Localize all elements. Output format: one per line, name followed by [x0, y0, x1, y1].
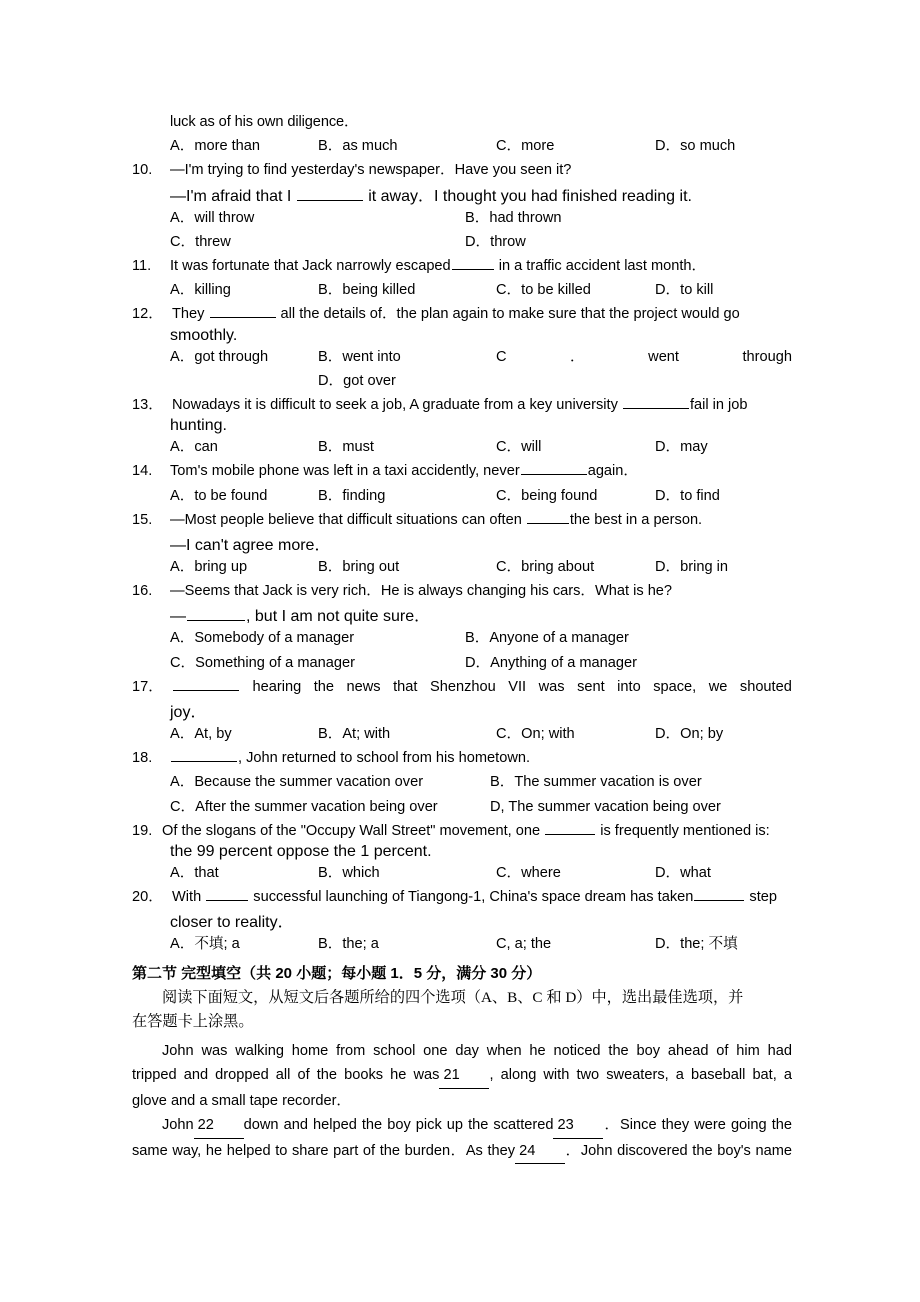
question-number: 17． — [132, 678, 163, 695]
option-d[interactable]: D, The summer vacation being over — [490, 798, 721, 815]
stem-pre: With — [172, 889, 206, 906]
options-row-q17 — [132, 722, 792, 746]
option-a[interactable]: A．that — [170, 865, 219, 882]
cloze-blank-21[interactable]: 21 — [439, 1063, 489, 1088]
option-b[interactable]: B．being killed — [318, 282, 416, 299]
option-c[interactable]: C．will — [496, 439, 542, 456]
fill-blank[interactable] — [527, 509, 569, 524]
options-row-q18-cd — [132, 795, 792, 819]
option-b[interactable]: B．finding — [318, 487, 386, 504]
option-c-letter: C — [496, 348, 507, 365]
question-20 — [132, 885, 792, 909]
stem-post: , John returned to school from his hometown. — [238, 750, 531, 767]
stem-word: that — [393, 678, 418, 695]
option-d[interactable]: D．bring in — [655, 559, 728, 576]
stem-word: the — [313, 678, 335, 695]
option-a[interactable]: A．to be found — [170, 487, 268, 504]
option-a[interactable]: A．bring up — [170, 559, 248, 576]
stem-pre: Nowadays it is difficult to seek a job, A graduate from a key university — [172, 397, 622, 414]
option-b[interactable]: B．Anyone of a manager — [465, 630, 629, 647]
option-c[interactable]: C．On; with — [496, 726, 575, 743]
options-row-q10-ab — [132, 206, 792, 230]
question-10 — [132, 158, 792, 182]
question-stem: —I'm trying to find yesterday's newspaper．Have you seen it? — [170, 162, 572, 179]
question-stem — [172, 393, 792, 417]
stem-word: news — [346, 678, 381, 695]
passage-text-post: ．Since they were going the — [603, 1117, 792, 1134]
options-row-q18-ab — [132, 770, 792, 794]
question-stem — [170, 459, 792, 483]
passage-text-post: ．John discovered the boy's name — [565, 1142, 792, 1159]
stem-post: in a traffic accident last month． — [494, 258, 707, 275]
option-d[interactable]: D．On; by — [655, 726, 724, 743]
option-c[interactable]: C．more — [496, 138, 555, 155]
question-stem — [170, 746, 792, 770]
passage-text: John was walking home from school one day when he noticed the boy ahead of him had — [162, 1042, 792, 1059]
question-number: 19. — [132, 822, 153, 839]
option-c-word1: went — [648, 348, 679, 365]
question-stem — [162, 819, 792, 843]
option-a[interactable]: A．more than — [170, 138, 261, 155]
cloze-blank-24[interactable]: 24 — [515, 1139, 565, 1164]
options-row-q10-cd — [132, 230, 792, 254]
passage-text-mid: down and helped the boy pick up the scattered — [243, 1117, 554, 1134]
question-stem — [172, 885, 792, 909]
question-19-stem-line2: the 99 percent oppose the 1 percent. — [170, 843, 432, 861]
instruction-text: 阅读下面短文，从短文后各题所给的四个选项（A、B、C 和 D）中，选出最佳选项，并 — [162, 988, 744, 1006]
option-b[interactable]: B．The summer vacation is over — [490, 774, 702, 791]
option-b[interactable]: B．as much — [318, 138, 398, 155]
fill-blank[interactable] — [173, 676, 239, 691]
option-a[interactable]: A．will throw — [170, 209, 255, 226]
stem-pre: Of the slogans of the "Occupy Wall Street" movement, one — [162, 822, 545, 839]
stem-pre: —I'm afraid that I — [170, 187, 296, 205]
option-a[interactable]: A．killing — [170, 282, 231, 299]
stem-pre: —Most people believe that difficult situations can often — [170, 511, 526, 528]
option-a[interactable]: A．Because the summer vacation over — [170, 774, 424, 791]
stem-post: the best in a person. — [569, 511, 703, 528]
question-stem — [172, 675, 792, 699]
passage-para1-line3: glove and a small tape recorder． — [132, 1092, 352, 1109]
question-number: 14. — [132, 463, 153, 480]
fill-blank[interactable] — [297, 184, 363, 200]
question-number: 18. — [132, 750, 153, 767]
question-number: 20． — [132, 889, 163, 906]
option-d[interactable]: D．Anything of a manager — [465, 654, 637, 671]
fill-blank[interactable] — [206, 886, 248, 901]
question-12-stem-line2: smoothly. — [170, 326, 238, 344]
cloze-blank-23[interactable]: 23 — [553, 1113, 603, 1138]
option-d[interactable]: D．may — [655, 439, 708, 456]
stem-post: fail in job — [689, 397, 748, 414]
question-12 — [132, 302, 792, 326]
carryover-line: luck as of his own diligence． — [170, 114, 359, 130]
passage-text-post: , along with two sweaters, a baseball bat, a — [489, 1067, 792, 1084]
passage-para2-line1 — [132, 1113, 792, 1138]
option-c[interactable]: C．After the summer vacation being over — [170, 798, 438, 815]
stem-pre: It was fortunate that Jack narrowly escaped — [170, 258, 451, 275]
passage-para1-line1 — [132, 1039, 792, 1063]
cloze-blank-22[interactable]: 22 — [194, 1113, 244, 1138]
stem-post: step — [745, 889, 777, 906]
option-b[interactable]: B．the; a — [318, 936, 379, 953]
question-15 — [132, 508, 792, 532]
option-d[interactable]: D．so much — [655, 138, 736, 155]
option-b[interactable]: B．bring out — [318, 559, 400, 576]
option-a[interactable]: A．At, by — [170, 726, 232, 743]
question-number: 12． — [132, 306, 163, 323]
stem-post: all the details of．the plan again to make sure that the project would go — [276, 306, 740, 323]
options-row-q12 — [132, 345, 792, 369]
question-18 — [132, 746, 792, 770]
stem-word: sent — [577, 678, 605, 695]
options-row-q14 — [132, 484, 792, 508]
question-15-stem-line2: —I can't agree more． — [170, 537, 331, 555]
question-13-stem-line2: hunting. — [170, 417, 227, 435]
question-20-stem-line2: closer to reality． — [170, 914, 294, 932]
stem-word: VII — [508, 678, 527, 695]
stem-post: again． — [587, 463, 639, 480]
stem-word: shouted — [739, 678, 792, 695]
option-b[interactable]: B．had thrown — [465, 209, 562, 226]
stem-word: we — [708, 678, 728, 695]
option-a[interactable]: A．can — [170, 439, 218, 456]
question-number: 15. — [132, 511, 153, 528]
option-a[interactable]: A．got through — [170, 348, 269, 365]
question-14 — [132, 459, 792, 483]
stem-word: Shenzhou — [429, 678, 496, 695]
fill-blank[interactable] — [694, 886, 744, 901]
stem-word: was — [538, 678, 565, 695]
option-b[interactable]: B．must — [318, 439, 374, 456]
fill-blank[interactable] — [187, 605, 245, 621]
option-c[interactable]: C．being found — [496, 487, 598, 504]
question-10-stem-line2 — [132, 183, 792, 206]
question-number: 11. — [132, 258, 152, 275]
question-17-stem-line2: joy． — [170, 704, 207, 722]
options-row-q19 — [132, 861, 792, 885]
option-b[interactable]: B．went into — [318, 348, 401, 365]
option-d[interactable]: D．the; 不填 — [655, 936, 738, 953]
question-13 — [132, 393, 792, 417]
stem-word: hearing — [252, 678, 302, 695]
option-c[interactable]: C, a; the — [496, 936, 552, 953]
option-c[interactable]: C．bring about — [496, 559, 595, 576]
section-instruction-line2: 在答题卡上涂黑。 — [132, 1013, 254, 1031]
option-c[interactable]: C．threw — [170, 233, 231, 250]
stem-pre: — — [170, 608, 186, 626]
question-stem — [170, 254, 792, 278]
option-d[interactable]: D．what — [655, 865, 711, 882]
section-instruction-line1 — [132, 986, 792, 1011]
option-c[interactable]: C．Something of a manager — [170, 654, 355, 671]
question-stem: —Seems that Jack is very rich．He is always changing his cars．What is he? — [170, 583, 673, 600]
section-heading: 第二节 完型填空（共 20 小题；每小题 1．5 分，满分 30 分） — [132, 964, 542, 982]
option-b[interactable]: B．At; with — [318, 726, 391, 743]
stem-post: is frequently mentioned is: — [596, 822, 770, 839]
stem-pre: Tom's mobile phone was left in a taxi accidently, never — [170, 463, 520, 480]
option-b[interactable]: B．which — [318, 865, 380, 882]
question-number: 10. — [132, 162, 153, 179]
option-d[interactable]: D．to find — [655, 487, 720, 504]
stem-word: into — [617, 678, 641, 695]
options-row-q13 — [132, 435, 792, 459]
options-row-q11 — [132, 278, 792, 302]
option-c[interactable]: C．to be killed — [496, 282, 591, 299]
option-c-word2: through — [742, 348, 792, 365]
stem-word: space, — [653, 678, 697, 695]
question-17 — [132, 675, 792, 699]
options-row-q16-cd — [132, 651, 792, 675]
passage-text-pre: same way, he helped to share part of the burden．As they — [132, 1142, 516, 1159]
fill-blank[interactable] — [210, 304, 276, 319]
option-a[interactable]: A．Somebody of a manager — [170, 630, 355, 647]
question-11 — [132, 254, 792, 278]
option-d[interactable]: D．throw — [465, 233, 526, 250]
question-stem — [172, 302, 792, 326]
option-c[interactable] — [496, 345, 792, 369]
option-c[interactable]: C．where — [496, 865, 561, 882]
option-d[interactable]: D．to kill — [655, 282, 714, 299]
question-number: 13． — [132, 397, 163, 414]
question-19 — [132, 819, 792, 843]
passage-para1-line2 — [132, 1063, 792, 1088]
fill-blank[interactable] — [521, 461, 587, 476]
document-content — [132, 110, 792, 1164]
options-row-q15 — [132, 555, 792, 579]
fill-blank[interactable] — [171, 747, 237, 762]
stem-pre: They — [172, 306, 209, 323]
passage-para2-line2 — [132, 1139, 792, 1164]
question-16 — [132, 579, 792, 603]
question-stem — [170, 508, 792, 532]
question-number: 16. — [132, 583, 153, 600]
question-16-stem-line2 — [132, 603, 792, 626]
option-d-row-q12[interactable]: D．got over — [318, 372, 396, 389]
option-a[interactable]: A．不填; a — [170, 936, 240, 953]
fill-blank[interactable] — [545, 820, 595, 835]
passage-text-pre: John — [162, 1117, 194, 1134]
options-row-q9 — [132, 134, 792, 158]
fill-blank[interactable] — [452, 255, 494, 270]
stem-mid: successful launching of Tiangong-1, China's space dream has taken — [249, 889, 694, 906]
stem-post: , but I am not quite sure． — [246, 608, 431, 626]
option-c-dot: ． — [570, 348, 585, 365]
fill-blank[interactable] — [623, 394, 689, 409]
options-row-q16-ab — [132, 626, 792, 650]
options-row-q20 — [132, 932, 792, 956]
passage-text-pre: tripped and dropped all of the books he was — [132, 1067, 440, 1084]
stem-post: it away．I thought you had finished reading it. — [363, 187, 692, 205]
